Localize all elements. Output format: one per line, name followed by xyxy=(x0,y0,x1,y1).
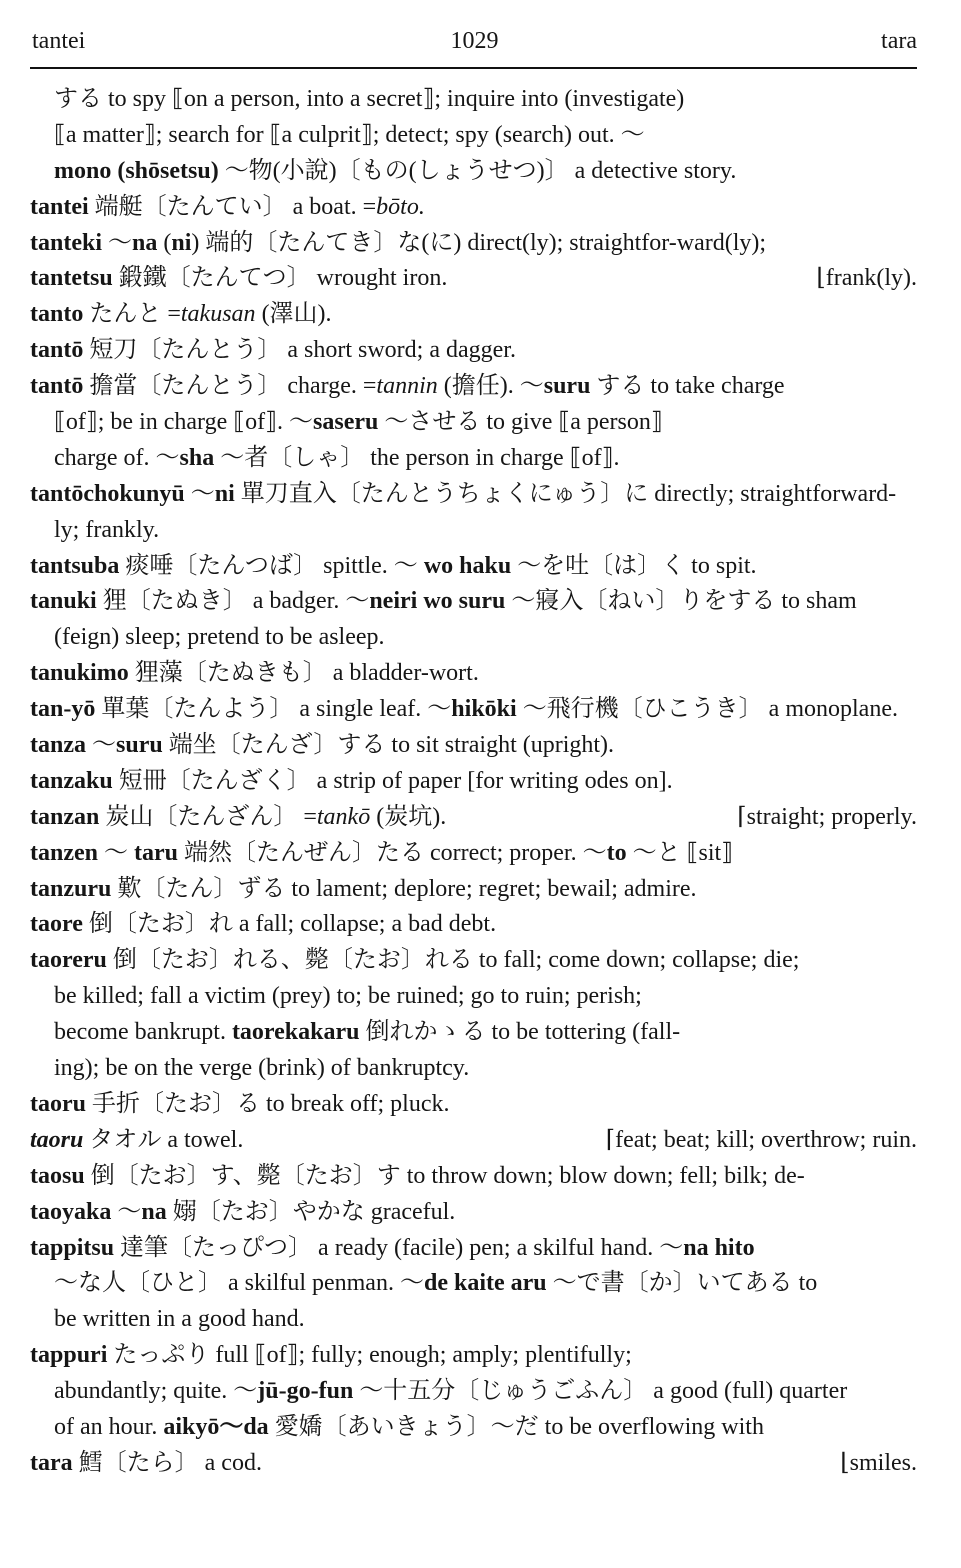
entry-text: ～ xyxy=(86,732,116,759)
text-line xyxy=(14,297,917,333)
entry-text: 嫋〔たお〕やかな graceful. xyxy=(166,1198,456,1225)
text-line xyxy=(14,836,917,872)
text-line xyxy=(14,692,917,728)
text-line xyxy=(14,477,917,513)
text-line xyxy=(14,1266,917,1302)
entry-text: to xyxy=(606,839,627,866)
entry-text: ni xyxy=(171,229,192,256)
headword: tantō xyxy=(30,337,84,364)
entry-text: 痰唾〔たんつば〕 spittle. ～ xyxy=(119,552,424,579)
entry-text: tankō xyxy=(316,803,371,830)
entry-text: tannin xyxy=(376,373,438,400)
headword: tantsuba xyxy=(30,552,120,579)
headword: taoyaka xyxy=(30,1198,112,1225)
entry-text: ⟦of⟧; be in charge ⟦of⟧. ～ xyxy=(54,409,314,436)
entry-text: 手折〔たお〕る to break off; pluck. xyxy=(86,1090,450,1117)
text-line xyxy=(14,369,917,405)
text-line xyxy=(14,907,917,943)
entry-text: 鍛鐵〔たんてつ〕 wrought iron. xyxy=(112,265,448,292)
text-line xyxy=(14,1123,917,1159)
text-line xyxy=(14,1087,917,1123)
text-line xyxy=(14,1051,917,1087)
entry-text: 單葉〔たんよう〕 a single leaf. ～ xyxy=(95,696,452,723)
entry-text: na hito xyxy=(683,1234,755,1261)
text-line xyxy=(14,1446,917,1482)
entry-text: ing); be on the verge (brink) of bankruptcy. xyxy=(54,1055,470,1082)
text-line xyxy=(14,513,917,549)
text-line xyxy=(14,800,917,836)
entry-text: saseru xyxy=(313,409,379,436)
headword: taoru xyxy=(30,1126,84,1153)
entry-text: 歎〔たん〕ずる to lament; deplore; regret; bewail; admire. xyxy=(111,875,697,902)
entry-text: (澤山). xyxy=(255,301,332,328)
header-right-guideword: tara xyxy=(881,28,917,54)
headword: tan-yō xyxy=(30,696,96,723)
entry-text: taorekakaru xyxy=(231,1019,360,1046)
entry-text: ～寢入〔ねい〕りをする to sham xyxy=(505,588,857,615)
entry-text: する to take charge xyxy=(590,373,785,400)
entry-text: たんと = xyxy=(83,301,181,328)
entry-text: aikyō～da xyxy=(163,1413,269,1440)
entry-text: de kaite aru xyxy=(423,1270,547,1297)
text-line xyxy=(14,656,917,692)
text-line xyxy=(14,118,917,154)
headword: tappitsu xyxy=(30,1234,115,1261)
entry-text: する to spy ⟦on a person, into a secret⟧; inquire into (investigate) xyxy=(54,86,685,112)
headword: tanto xyxy=(30,301,84,328)
text-line xyxy=(14,154,917,190)
entry-text: ～ xyxy=(102,229,132,256)
headword: tanukimo xyxy=(30,660,129,687)
entry-text: (擔任). ～ xyxy=(437,373,544,400)
entry-text: ～と ⟦sit⟧ xyxy=(626,839,734,866)
text-line xyxy=(14,1159,917,1195)
headword: tantetsu xyxy=(30,265,113,292)
text-line xyxy=(14,979,917,1015)
headword: tanzuru xyxy=(30,875,112,902)
text-line xyxy=(14,226,917,262)
entry-text: become bankrupt. xyxy=(54,1019,232,1046)
entry-text: ～ xyxy=(98,839,134,866)
entry-text: neiri wo suru xyxy=(369,588,506,615)
entry-text: 短刀〔たんとう〕 a short sword; a dagger. xyxy=(83,337,516,364)
entry-text: ni xyxy=(214,480,235,507)
headword: tantō xyxy=(30,373,84,400)
headword: taore xyxy=(30,911,83,938)
entry-text: ～十五分〔じゅうごふん〕 a good (full) quarter xyxy=(353,1378,848,1405)
text-line xyxy=(14,1015,917,1051)
entry-text: ～させる to give ⟦a person⟧ xyxy=(378,409,663,436)
entry-text: ～飛行機〔ひこうき〕 a monoplane. xyxy=(516,696,898,723)
entry-text: 達筆〔たっぴつ〕 a ready (facile) pen; a skilful hand. ～ xyxy=(114,1234,684,1261)
entry-text: wo haku xyxy=(423,552,512,579)
headword: tanzaku xyxy=(30,767,113,794)
entry-text: 狸〔たぬき〕 a badger. ～ xyxy=(96,588,370,615)
headword: tantei xyxy=(30,193,89,220)
text-line xyxy=(14,549,917,585)
text-line xyxy=(14,584,917,620)
entry-text: 單刀直入〔たんとうちょくにゅう〕に directly; straightforward- xyxy=(234,480,897,507)
entry-text: 倒〔たお〕す、斃〔たお〕す to throw down; blow down; fell; bilk; de- xyxy=(84,1162,805,1189)
text-line xyxy=(14,441,917,477)
text-line xyxy=(14,405,917,441)
entry-text: taru xyxy=(134,839,178,866)
entry-text: hikōki xyxy=(451,696,517,723)
entry-text: suru xyxy=(543,373,591,400)
entry-text: abundantly; quite. ～ xyxy=(54,1378,258,1405)
text-line xyxy=(14,1195,917,1231)
entry-text: be written in a good hand. xyxy=(54,1306,305,1333)
text-line xyxy=(14,82,917,118)
page-number: 1029 xyxy=(450,28,499,54)
text-line xyxy=(14,620,917,656)
entry-text: ～な人〔ひと〕 a skilful penman. ～ xyxy=(54,1270,424,1297)
text-line xyxy=(14,1410,917,1446)
headword: taoru xyxy=(30,1090,86,1117)
entry-text: 倒れかゝる to be tottering (fall- xyxy=(359,1019,681,1046)
headword: taosu xyxy=(30,1162,85,1189)
entry-text: ～ xyxy=(184,480,215,507)
headword: tara xyxy=(30,1449,73,1476)
page-header xyxy=(32,28,917,64)
entry-text: たっぷり full ⟦of⟧; fully; enough; amply; plentifully; xyxy=(107,1342,632,1369)
headword: tanuki xyxy=(30,588,97,615)
text-line xyxy=(14,190,917,226)
header-rule xyxy=(30,67,917,69)
entry-text: 擔當〔たんとう〕 charge. = xyxy=(83,373,377,400)
overflow-continuation: ⌈feat; beat; kill; overthrow; ruin. xyxy=(605,1126,917,1153)
entry-text: ～ xyxy=(111,1198,142,1225)
entry-text: 狸藻〔たぬきも〕 a bladder-wort. xyxy=(128,660,479,687)
entry-text: ～物(小說)〔もの(しょうせつ)〕 a detective story. xyxy=(218,157,737,184)
entry-text: bōto. xyxy=(376,193,425,220)
entry-text: na xyxy=(132,229,158,256)
entry-text: 倒〔たお〕れ a fall; collapse; a bad debt. xyxy=(82,911,497,938)
entry-text: ～で書〔か〕いてある to xyxy=(546,1270,818,1297)
text-line xyxy=(14,764,917,800)
entry-text: mono (shōsetsu) xyxy=(54,157,219,184)
headword: tanzan xyxy=(30,803,100,830)
text-line xyxy=(14,1338,917,1374)
entry-text: na xyxy=(141,1198,167,1225)
entry-text: ) 端的〔たんてき〕な(に) direct(ly); straightfor-ward(ly); xyxy=(191,229,767,256)
entry-text: 炭山〔たんざん〕 = xyxy=(99,803,317,830)
headword: tanzen xyxy=(30,839,98,866)
entry-text: タオル a towel. xyxy=(83,1126,244,1153)
entry-text: 短冊〔たんざく〕 a strip of paper [for writing odes on]. xyxy=(112,767,673,794)
entry-text: 端然〔たんぜん〕たる correct; proper. ～ xyxy=(178,839,607,866)
text-line xyxy=(14,1231,917,1267)
text-line xyxy=(14,261,917,297)
headword: tantōchokunyū xyxy=(30,480,185,507)
text-line xyxy=(14,1302,917,1338)
entry-text: 鱈〔たら〕 a cod. xyxy=(72,1449,262,1476)
dictionary-entries xyxy=(14,82,917,1482)
text-line xyxy=(14,728,917,764)
entry-text: ～を吐〔は〕く to spit. xyxy=(511,552,757,579)
headword: tanza xyxy=(30,732,86,759)
text-line xyxy=(14,333,917,369)
entry-text: ～者〔しゃ〕 the person in charge ⟦of⟧. xyxy=(214,444,620,471)
entry-text: (炭坑). xyxy=(370,803,447,830)
entry-text: sha xyxy=(179,444,215,471)
entry-text: jū-go-fun xyxy=(257,1378,354,1405)
entry-text: takusan xyxy=(180,301,256,328)
text-line xyxy=(14,1374,917,1410)
headword: tappuri xyxy=(30,1342,108,1369)
entry-text: 端坐〔たんざ〕する to sit straight (upright). xyxy=(162,732,615,759)
text-line xyxy=(14,872,917,908)
entry-text: be killed; fall a victim (prey) to; be ruined; go to ruin; perish; xyxy=(54,983,642,1010)
overflow-continuation: ⌈straight; properly. xyxy=(737,803,917,830)
entry-text: ly; frankly. xyxy=(54,516,160,543)
entry-text: 愛嬌〔あいきょう〕～だ to be overflowing with xyxy=(268,1413,764,1440)
entry-text: of an hour. xyxy=(54,1413,164,1440)
header-left-guideword: tantei xyxy=(32,28,86,54)
headword: taoreru xyxy=(30,947,107,974)
overflow-continuation: ⌊smiles. xyxy=(840,1449,917,1476)
entry-text: charge of. ～ xyxy=(54,444,180,471)
entry-text: suru xyxy=(116,732,163,759)
text-line xyxy=(14,943,917,979)
headword: tanteki xyxy=(30,229,102,256)
entry-text: (feign) sleep; pretend to be asleep. xyxy=(54,624,385,651)
overflow-continuation: ⌊frank(ly). xyxy=(816,265,917,292)
entry-text: ( xyxy=(157,229,172,256)
entry-text: ⟦a matter⟧; search for ⟦a culprit⟧; detect; spy (search) out. ～ xyxy=(54,121,645,148)
entry-text: 端艇〔たんてい〕 a boat. = xyxy=(88,193,377,220)
entry-text: 倒〔たお〕れる、斃〔たお〕れる to fall; come down; collapse; die; xyxy=(106,947,800,974)
